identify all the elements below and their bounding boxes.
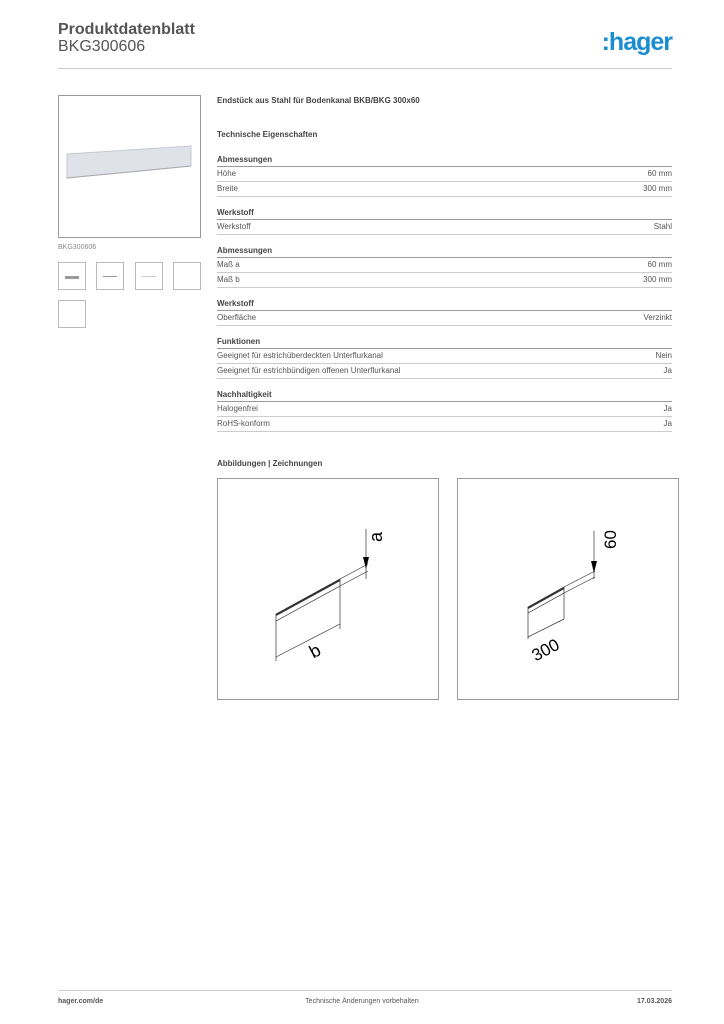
spec-row <box>217 258 672 273</box>
section-title: Abmessungen <box>217 246 672 258</box>
spec-value: Verzinkt <box>643 313 672 322</box>
product-title: Endstück aus Stahl für Bodenkanal BKB/BKG 300x60 <box>217 96 420 105</box>
spec-label: Maß a <box>217 260 240 269</box>
spec-row <box>217 182 672 197</box>
section-title: Abmessungen <box>217 155 672 167</box>
thumbnail-2[interactable] <box>96 262 124 290</box>
image-caption: BKG300606 <box>58 244 97 251</box>
page-title: Produktdatenblatt <box>58 21 195 38</box>
spec-section <box>217 390 672 432</box>
spec-value: 60 mm <box>647 169 672 178</box>
spec-row <box>217 220 672 235</box>
spec-label: RoHS-konform <box>217 419 270 428</box>
spec-row <box>217 349 672 364</box>
footer-website-link[interactable]: hager.com/de <box>58 998 104 1005</box>
spec-label: Halogenfrei <box>217 404 258 413</box>
spec-label: Breite <box>217 184 238 193</box>
spec-label: Werkstoff <box>217 222 251 231</box>
footer-date: 17.03.2026 <box>636 998 672 1005</box>
spec-label: Oberfläche <box>217 313 257 322</box>
spec-section <box>217 246 672 288</box>
spec-section <box>217 208 672 235</box>
spec-section <box>217 299 672 326</box>
footer-divider <box>58 990 672 991</box>
spec-row <box>217 167 672 182</box>
spec-value: 300 mm <box>643 275 672 284</box>
thumbnail-1[interactable] <box>58 262 86 290</box>
spec-value: Ja <box>663 419 672 428</box>
spec-value: Stahl <box>653 222 672 231</box>
section-title: Werkstoff <box>217 299 672 311</box>
spec-value: Ja <box>663 404 672 413</box>
width-value: 300 <box>528 635 563 666</box>
spec-value: 300 mm <box>643 184 672 193</box>
spec-section <box>217 337 672 379</box>
spec-label: Geeignet für estrichüberdeckten Unterflurkanal <box>217 351 383 360</box>
tech-properties-header: Technische Eigenschaften <box>217 130 318 139</box>
specs-panel <box>217 96 672 432</box>
spec-row <box>217 364 672 379</box>
figures-header: Abbildungen | Zeichnungen <box>217 459 323 468</box>
product-plate-icon <box>59 96 200 237</box>
section-title: Nachhaltigkeit <box>217 390 672 402</box>
thumbnail-4[interactable] <box>173 262 201 290</box>
spec-label: Geeignet für estrichbündigen offenen Unterflurkanal <box>217 366 401 375</box>
divider <box>58 68 672 69</box>
thumbnail-5[interactable] <box>58 300 86 328</box>
spec-row <box>217 417 672 432</box>
spec-label: Maß b <box>217 275 240 284</box>
height-label: a <box>366 531 386 542</box>
footer-notice: Technische Änderungen vorbehalten <box>305 998 419 1005</box>
spec-row <box>217 402 672 417</box>
spec-section <box>217 155 672 197</box>
arrow-icon <box>363 557 369 569</box>
hager-logo: :hager <box>601 28 672 56</box>
spec-label: Höhe <box>217 169 237 178</box>
section-title: Werkstoff <box>217 208 672 220</box>
width-label: b <box>305 639 325 663</box>
dimension-drawing-letters <box>217 478 439 700</box>
dimension-drawing-values <box>457 478 679 700</box>
section-title: Funktionen <box>217 337 672 349</box>
thumbnail-3[interactable] <box>135 262 163 290</box>
spec-row <box>217 273 672 288</box>
spec-value: Nein <box>655 351 672 360</box>
spec-value: 60 mm <box>647 260 672 269</box>
product-image <box>58 95 201 238</box>
spec-row <box>217 311 672 326</box>
arrow-icon <box>591 561 597 573</box>
height-value: 60 <box>601 530 620 549</box>
product-code: BKG300606 <box>58 38 146 55</box>
spec-value: Ja <box>663 366 672 375</box>
